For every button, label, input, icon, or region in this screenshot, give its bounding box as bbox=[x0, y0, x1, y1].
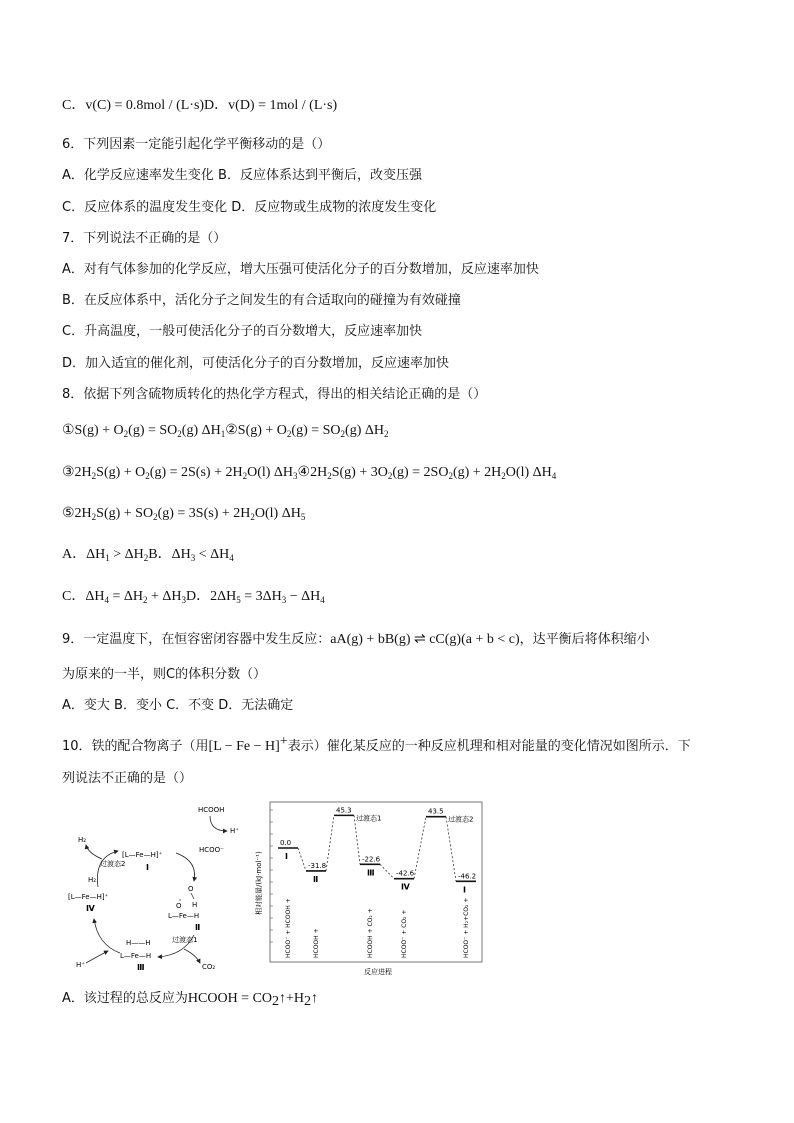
energy-species-label-4: HCOO⁻ + CO₂ + bbox=[401, 909, 408, 958]
energy-level-number-3: Ⅲ bbox=[367, 868, 375, 878]
cycle-species-2-number: Ⅱ bbox=[195, 923, 201, 932]
svg-text:H——H: H——H bbox=[126, 939, 151, 947]
energy-value-label-3: -22.6 bbox=[362, 855, 381, 864]
cycle-ts2-label: 过渡态2 bbox=[100, 860, 126, 868]
energy-species-label-3: HCOOH + CO₂ + bbox=[367, 908, 374, 958]
energy-connector-0 bbox=[298, 848, 306, 871]
chart-x-axis-label: 反应进程 bbox=[364, 968, 392, 976]
cycle-species-3-number: Ⅲ bbox=[137, 963, 145, 972]
q6-stem: 6．下列因素一定能引起化学平衡移动的是（） bbox=[62, 137, 331, 152]
cycle-arrow-3-4 bbox=[94, 919, 120, 953]
catalytic-cycle-diagram bbox=[64, 795, 264, 975]
cycle-arrow-hplus-in bbox=[86, 951, 108, 963]
energy-connector-3 bbox=[380, 864, 394, 878]
cycle-species-1: [L—Fe—H]⁺ bbox=[122, 851, 163, 859]
energy-ts-label-2: 过渡态1 bbox=[356, 814, 382, 823]
cycle-species-1-number: Ⅰ bbox=[146, 863, 149, 872]
energy-level-number-6: Ⅰ bbox=[463, 885, 466, 895]
q10-stem-line2: 列说法不正确的是（） bbox=[62, 771, 193, 786]
energy-value-label-0: 0.0 bbox=[280, 839, 292, 847]
q7-option-a: A．对有气体参加的化学反应，增大压强可使活化分子的百分数增加，反应速率加快 bbox=[62, 262, 539, 277]
svg-text:H: H bbox=[192, 901, 198, 909]
energy-level-number-0: Ⅰ bbox=[285, 852, 288, 861]
energy-profile-chart bbox=[252, 800, 484, 978]
q8-equation-5: $⑤2H_2S(g) + SO_2(g) = 3S(s) + 2H_2O(l)$ $\Delta H_5$ bbox=[62, 506, 306, 522]
energy-connector-1 bbox=[326, 815, 334, 871]
energy-ts-label-5: 过渡态2 bbox=[448, 815, 474, 824]
cycle-hplus-top-label: H⁺ bbox=[230, 827, 239, 835]
chart-y-axis-label: 相对能量/(kJ·mol⁻¹) bbox=[255, 851, 263, 915]
energy-value-label-6: -46.2 bbox=[458, 872, 477, 881]
svg-text:L—Fe—H: L—Fe—H bbox=[120, 952, 152, 960]
q9-stem-line2: 为原来的一半，则C的体积分数（） bbox=[62, 667, 267, 682]
energy-value-label-4: -42.6 bbox=[396, 869, 415, 878]
q7-option-c: C．升高温度，一般可使活化分子的百分数增大，反应速率加快 bbox=[62, 324, 423, 339]
cycle-ts1-label: 过渡态1 bbox=[172, 936, 198, 944]
energy-connector-5 bbox=[446, 817, 456, 882]
energy-value-label-5: 43.5 bbox=[428, 807, 444, 816]
cycle-co2-label: CO₂ bbox=[202, 963, 216, 971]
svg-text:[L—Fe—H]⁺: [L—Fe—H]⁺ bbox=[68, 893, 109, 901]
svg-text:O: O bbox=[188, 885, 194, 893]
svg-text:L—Fe—H: L—Fe—H bbox=[168, 912, 200, 920]
cycle-arrow-1-2 bbox=[176, 853, 195, 881]
q6-options-ab: A．化学反应速率发生变化 B．反应体系达到平衡后，改变压强 bbox=[62, 168, 422, 183]
energy-connector-4 bbox=[414, 817, 426, 879]
cycle-arrow-4-1 bbox=[97, 851, 118, 887]
energy-value-label-1: -31.8 bbox=[308, 861, 327, 870]
q8-equations-1-2: ①S(g) + $O_2(g) = SO_2(g)$ $\Delta H_1②S(g) + O_2(g) = SO_2(g)$ $\Delta H_2$ bbox=[62, 423, 389, 439]
cycle-hcooh-arrow bbox=[210, 816, 227, 831]
q7-option-d: D．加入适宜的催化剂，可使活化分子的百分数增加，反应速率加快 bbox=[62, 356, 450, 371]
q9-stem: 9．一定温度下，在恒容密闭容器中发生反应：aA(g) + bB(g) ⇌ cC(g)(a + b < c)，达平衡后将体积缩小 bbox=[62, 632, 650, 647]
svg-text:H₂: H₂ bbox=[88, 876, 97, 884]
cycle-hplus-bottom-label: H⁺ bbox=[76, 961, 85, 969]
cycle-species-3-structure bbox=[120, 939, 151, 960]
q6-options-cd: C．反应体系的温度发生变化 D．反应物或生成物的浓度发生变化 bbox=[62, 200, 437, 215]
energy-species-label-6: HCOO⁻ + H₂+CO₂ + bbox=[463, 897, 470, 958]
q8-stem: 8．依据下列含硫物质转化的热化学方程式，得出的相关结论正确的是（） bbox=[62, 387, 487, 402]
energy-connector-2 bbox=[354, 815, 360, 864]
energy-value-label-2: 45.3 bbox=[336, 806, 352, 815]
cycle-hcoo-label: HCOO⁻ bbox=[199, 846, 224, 854]
cycle-species-2-structure bbox=[168, 885, 199, 920]
q7-option-b: B．在反应体系中，活化分子之间发生的有合适取向的碰撞为有效碰撞 bbox=[62, 293, 461, 308]
q7-stem: 7．下列说法不正确的是（） bbox=[62, 231, 227, 246]
q8-options-cd: C．$\Delta H_4 = \Delta H_2 + \Delta H_3D$．$2\Delta H_5 = 3\Delta H_3 - \Delta H_4$ bbox=[62, 589, 325, 605]
energy-level-number-4: Ⅳ bbox=[401, 882, 410, 892]
q10-stem: 10．铁的配合物离子（用[L − Fe − H]+表示）催化某反应的一种反应机理和相对能量的变化情况如图所示．下 bbox=[62, 734, 691, 754]
cycle-arrow-co2-out bbox=[184, 949, 200, 963]
cycle-species-4-number: Ⅳ bbox=[86, 904, 95, 913]
energy-species-label-1: HCOOH + bbox=[313, 928, 320, 958]
cycle-hcooh-label: HCOOH bbox=[198, 806, 225, 814]
cycle-arrow-h2-out bbox=[86, 845, 102, 859]
q5-options-cd: C．v(C) = 0.8mol / (L·s)D．v(D) = 1mol / (L·s) bbox=[62, 98, 338, 113]
cycle-h2-label: H₂ bbox=[78, 836, 87, 844]
cycle-species-4-structure bbox=[68, 876, 109, 901]
q10-option-a: A．该过程的总反应为HCOOH = $CO_2↑+H_2↑$ bbox=[62, 991, 319, 1009]
q8-equations-3-4: $③2H_2S(g) + O_2(g) = 2S(s) + 2H_2O(l)$ $\Delta H_3④2H_2S(g) + 3O_2(g) = 2SO_2(g) + 2H_2O(l)$ $\Delta H_4$ bbox=[62, 465, 557, 481]
energy-species-label-0: HCOO⁻ + HCOOH + bbox=[285, 898, 292, 958]
q9-options: A．变大 B．变小 C．不变 D．无法确定 bbox=[62, 698, 294, 713]
q8-options-ab: A．$\Delta H_1 > \Delta H_2B$．$\Delta H_3 < \Delta H_4$ bbox=[62, 547, 234, 563]
chart-frame bbox=[270, 802, 482, 962]
energy-level-number-1: Ⅱ bbox=[313, 874, 319, 884]
svg-text:O: O bbox=[176, 902, 182, 910]
